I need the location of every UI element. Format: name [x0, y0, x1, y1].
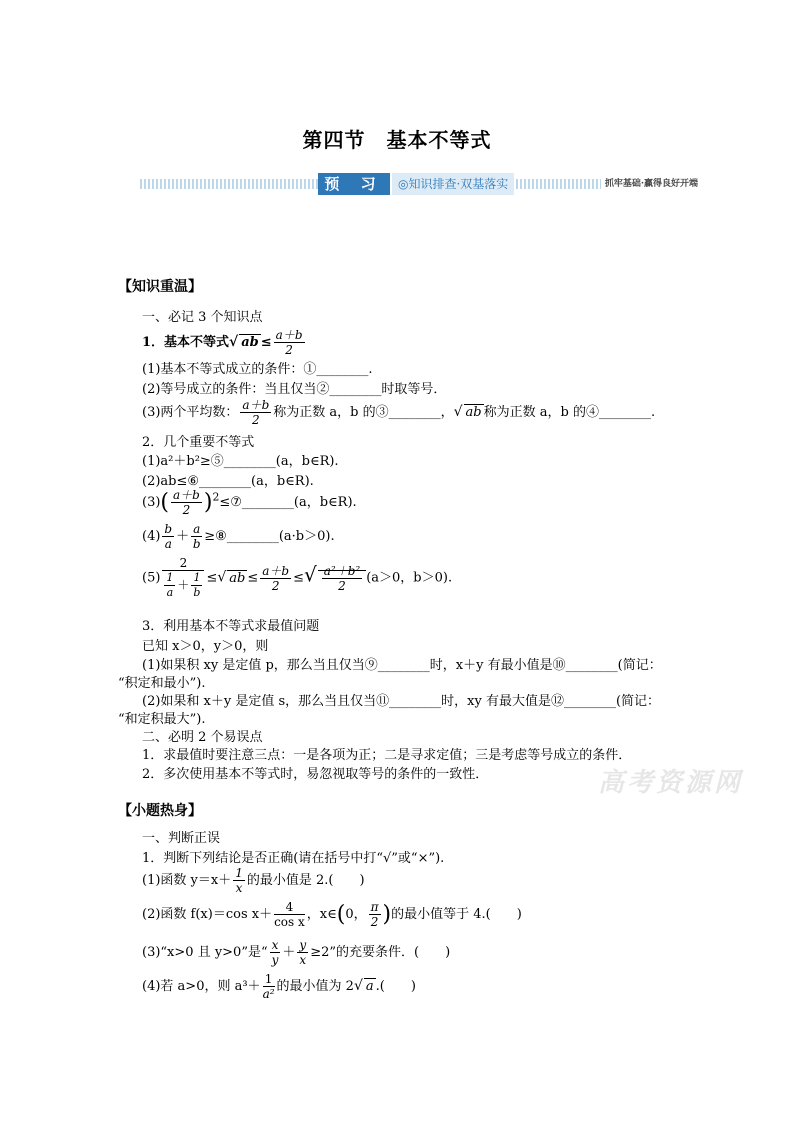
inequality-line: (5) 2 $\frac{1}{a}$ ＋ $\frac{1}{b}$ ≤√ ab ≤ $\frac{a+b}{2}$ ≤√ $\frac{\text{a²＋b²}}{2}$ (a＞0，b＞0). [142, 556, 453, 599]
preview-banner [140, 173, 702, 195]
max-min-line: (1)如果积 xy 是定值 p，那么当且仅当⑨________时，x＋y 有最小值是⑩________(简记： [142, 658, 662, 673]
inequality-text: ≥⑧________(a·b＞0). [204, 529, 335, 544]
banner-subtitle: ◎知识排查·双基落实 [392, 173, 514, 195]
pitfall-line: 1．求最值时要注意三点：一是各项为正；二是寻求定值；三是考虑等号成立的条件． [142, 748, 632, 763]
watermark: 高考资源网 [598, 768, 744, 798]
inequality-line: (3)( $\frac{a+b}{2}$ )$^2$≤⑦________(a，b∈R). [142, 488, 357, 517]
max-min-line: (2)如果和 x＋y 是定值 s，那么当且仅当⑪________时，xy 有最大值是⑫________(简记： [142, 694, 661, 709]
statement-text: 的最小值为 2 [276, 979, 354, 994]
known-line: 已知 x＞0，y＞0，则 [142, 639, 269, 654]
banner-tag: 预 习 [318, 173, 390, 195]
item-label: 1．基本不等式 [142, 335, 230, 350]
statement-line: (3)“x>0 且 y>0”是“ $\frac{x}{y}$ ＋ $\frac{y}{x}$ ≥2”的充要条件．( ) [142, 938, 451, 967]
means-text-a: 称为正数 a，b 的③________， [273, 405, 454, 420]
statement-line: (1)函数 y＝x＋ $\frac{1}{x}$ 的最小值是 2.( ) [142, 866, 365, 895]
statement-text: (1)函数 y＝x＋ [142, 873, 232, 888]
question-line: 1．判断下列结论是否正确(请在括号中打“√”或“×”). [142, 851, 445, 866]
condition-line: (1)基本不等式成立的条件：①________. [142, 362, 373, 377]
statement-text: ，x∈ [306, 907, 337, 922]
item-heading: 1．基本不等式√ ab ≤ $\frac{a+b}{2}$ [142, 328, 303, 357]
item-heading: 3．利用基本不等式求最值问题 [142, 619, 320, 634]
max-min-line: “和定积最大”). [118, 712, 206, 727]
statement-text: (3)“x>0 且 y>0”是“ [142, 945, 268, 960]
statement-text: (2)函数 f(x)＝cos x＋ [142, 907, 273, 922]
statement-text: 的最小值是 2.( ) [246, 873, 365, 888]
section-heading-warmup: 【小题热身】 [118, 803, 202, 819]
inequality-line: (4) $\frac{b}{a}$ ＋ $\frac{a}{b}$ ≥⑧________(a·b＞0). [142, 522, 335, 551]
pitfall-line: 2．多次使用基本不等式时，易忽视取等号的条件的一致性． [142, 767, 489, 782]
statement-line: (4)若 a>0，则 a³＋ $\frac{1}{\text{a²}}$ 的最小值为 2√ a .( ) [142, 972, 416, 1001]
max-min-line: “积定和最小”). [118, 676, 206, 691]
means-label: (3)两个平均数： [142, 405, 239, 420]
means-text-b: 称为正数 a，b 的④________. [483, 405, 656, 420]
statement-text: ≥2”的充要条件．( ) [310, 945, 451, 960]
inequality-line: (2)ab≤⑥________(a，b∈R). [142, 474, 314, 489]
statement-text: (4)若 a>0，则 a³＋ [142, 979, 261, 994]
page-title: 第四节 基本不等式 [302, 128, 492, 152]
inequality-line: (1)a²＋b²≥⑤________(a，b∈R). [142, 454, 339, 469]
part-heading: 一、判断正误 [142, 831, 221, 846]
statement-text: .( ) [375, 979, 416, 994]
section-heading-knowledge: 【知识重温】 [118, 279, 202, 295]
item-heading: 2．几个重要不等式 [142, 435, 255, 450]
inequality-text: (a＞0，b＞0). [366, 570, 453, 586]
equality-line: (2)等号成立的条件：当且仅当②________时取等号． [142, 382, 447, 397]
part-heading: 二、必明 2 个易误点 [142, 730, 263, 745]
means-line: (3)两个平均数： $\frac{a+b}{2}$ 称为正数 a，b 的③________，√ ab 称为正数 a，b 的④________. [142, 398, 656, 427]
statement-text: 的最小值等于 4.( ) [391, 907, 522, 922]
statement-line: (2)函数 f(x)＝cos x＋ $\frac{4}{\text{cos x}}$ ，x∈(0， $\frac{\pi}{2}$ )的最小值等于 4.( ) [142, 900, 522, 929]
part-heading: 一、必记 3 个知识点 [142, 310, 263, 325]
inequality-text: ≤⑦________(a，b∈R). [219, 495, 357, 510]
banner-slogan: 抓牢基础·赢得良好开端 [601, 176, 702, 189]
